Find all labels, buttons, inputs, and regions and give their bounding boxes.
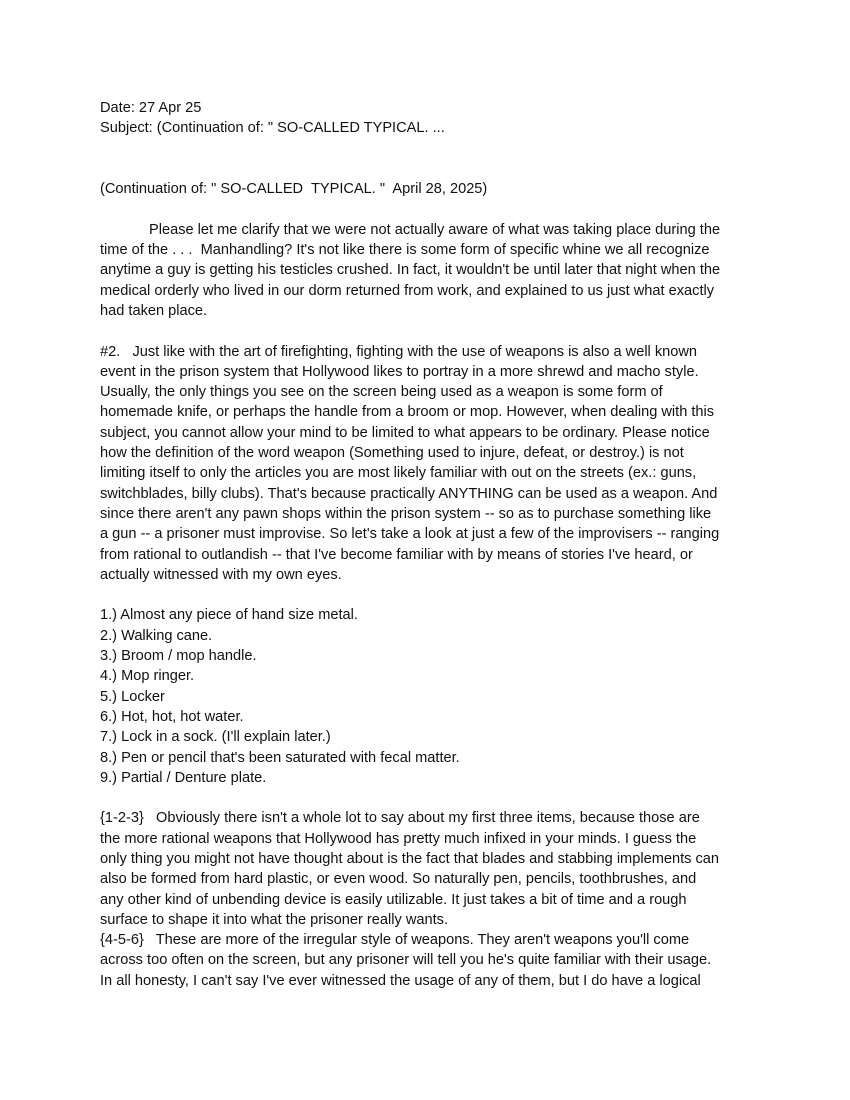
list-item: 8.) Pen or pencil that's been saturated with fecal matter. <box>100 749 460 766</box>
list-item: 9.) Partial / Denture plate. <box>100 769 267 786</box>
paragraph-1-line: medical orderly who lived in our dorm returned from work, and explained to us just what exactly <box>100 282 715 299</box>
spacer <box>100 321 760 341</box>
paragraph-2-line: limiting itself to only the articles you are most likely familiar with out on the streets (ex.: guns, <box>100 465 697 482</box>
paragraph-2-line: homemade knife, or perhaps the handle from a broom or mop. However, when dealing with this <box>100 404 715 421</box>
paragraph-2-line: a gun -- a prisoner must improvise. So let's take a look at just a few of the improvisers -- ranging <box>100 526 720 543</box>
continuation-line: (Continuation of: " SO-CALLED TYPICAL. " April 28, 2025) <box>100 181 488 198</box>
paragraph-2-line: Usually, the only things you see on the screen being used as a weapon is some form of <box>100 384 663 401</box>
weapons-list <box>100 605 760 788</box>
paragraph-2-line: event in the prison system that Hollywood likes to portray in a more shrewd and macho style. <box>100 363 699 380</box>
spacer <box>100 199 760 219</box>
paragraph-3-line: only thing you might not have thought about is the fact that blades and stabbing implements can <box>100 850 720 867</box>
document-page <box>100 98 760 991</box>
paragraph-2-line: actually witnessed with my own eyes. <box>100 566 342 583</box>
paragraph-2-line: since there aren't any pawn shops within the prison system -- so as to purchase something like <box>100 505 712 522</box>
paragraph-4-line: {4-5-6} These are more of the irregular style of weapons. They aren't weapons you'll come <box>100 932 690 949</box>
list-item: 4.) Mop ringer. <box>100 668 195 685</box>
paragraph-4-line: across too often on the screen, but any prisoner will tell you he's quite familiar with their usage. <box>100 952 712 969</box>
list-item: 7.) Lock in a sock. (I'll explain later.) <box>100 729 331 746</box>
paragraph-2-line: subject, you cannot allow your mind to be limited to what appears to be ordinary. Please notice <box>100 424 710 441</box>
paragraph-1-line: anytime a guy is getting his testicles crushed. In fact, it wouldn't be until later that night when the <box>100 262 721 279</box>
paragraph-3-line: the more rational weapons that Hollywood has pretty much infixed in your minds. I guess the <box>100 830 697 847</box>
paragraph-4 <box>100 930 760 991</box>
paragraph-2-line: switchblades, billy clubs). That's because practically ANYTHING can be used as a weapon. And <box>100 485 718 502</box>
paragraph-3-line: also be formed from hard plastic, or even wood. So naturally pen, pencils, toothbrushes, and <box>100 871 697 888</box>
paragraph-2-line: from rational to outlandish -- that I've become familiar with by means of stories I've heard, or <box>100 546 693 563</box>
paragraph-3-line: surface to shape it into what the prisoner really wants. <box>100 911 448 928</box>
paragraph-2 <box>100 342 760 586</box>
spacer <box>100 585 760 605</box>
list-item: 5.) Locker <box>100 688 165 705</box>
list-item: 3.) Broom / mop handle. <box>100 648 257 665</box>
paragraph-4-line: In all honesty, I can't say I've ever witnessed the usage of any of them, but I do have a logical <box>100 972 701 989</box>
subject-line: Subject: (Continuation of: " SO-CALLED TYPICAL. ... <box>100 120 445 137</box>
spacer <box>100 139 760 180</box>
paragraph-2-line: how the definition of the word weapon (Something used to injure, defeat, or destroy.) is not <box>100 445 684 462</box>
paragraph-3 <box>100 808 760 930</box>
paragraph-1-line: time of the . . . Manhandling? It's not like there is some form of specific whine we all recognize <box>100 242 710 259</box>
paragraph-1-line: had taken place. <box>100 302 208 319</box>
paragraph-3-line: any other kind of unbending device is easily utilizable. It just takes a bit of time and a rough <box>100 891 687 908</box>
paragraph-1 <box>100 220 760 321</box>
paragraph-1-line: Please let me clarify that we were not actually aware of what was taking place during the <box>149 221 721 238</box>
date-line: Date: 27 Apr 25 <box>100 100 202 116</box>
list-item: 2.) Walking cane. <box>100 627 213 644</box>
list-item: 6.) Hot, hot, hot water. <box>100 708 244 725</box>
list-item: 1.) Almost any piece of hand size metal. <box>100 607 358 624</box>
spacer <box>100 788 760 808</box>
paragraph-3-line: {1-2-3} Obviously there isn't a whole lot to say about my first three items, because those are <box>100 810 700 827</box>
paragraph-2-line: #2. Just like with the art of firefighting, fighting with the use of weapons is also a well known <box>100 343 698 360</box>
